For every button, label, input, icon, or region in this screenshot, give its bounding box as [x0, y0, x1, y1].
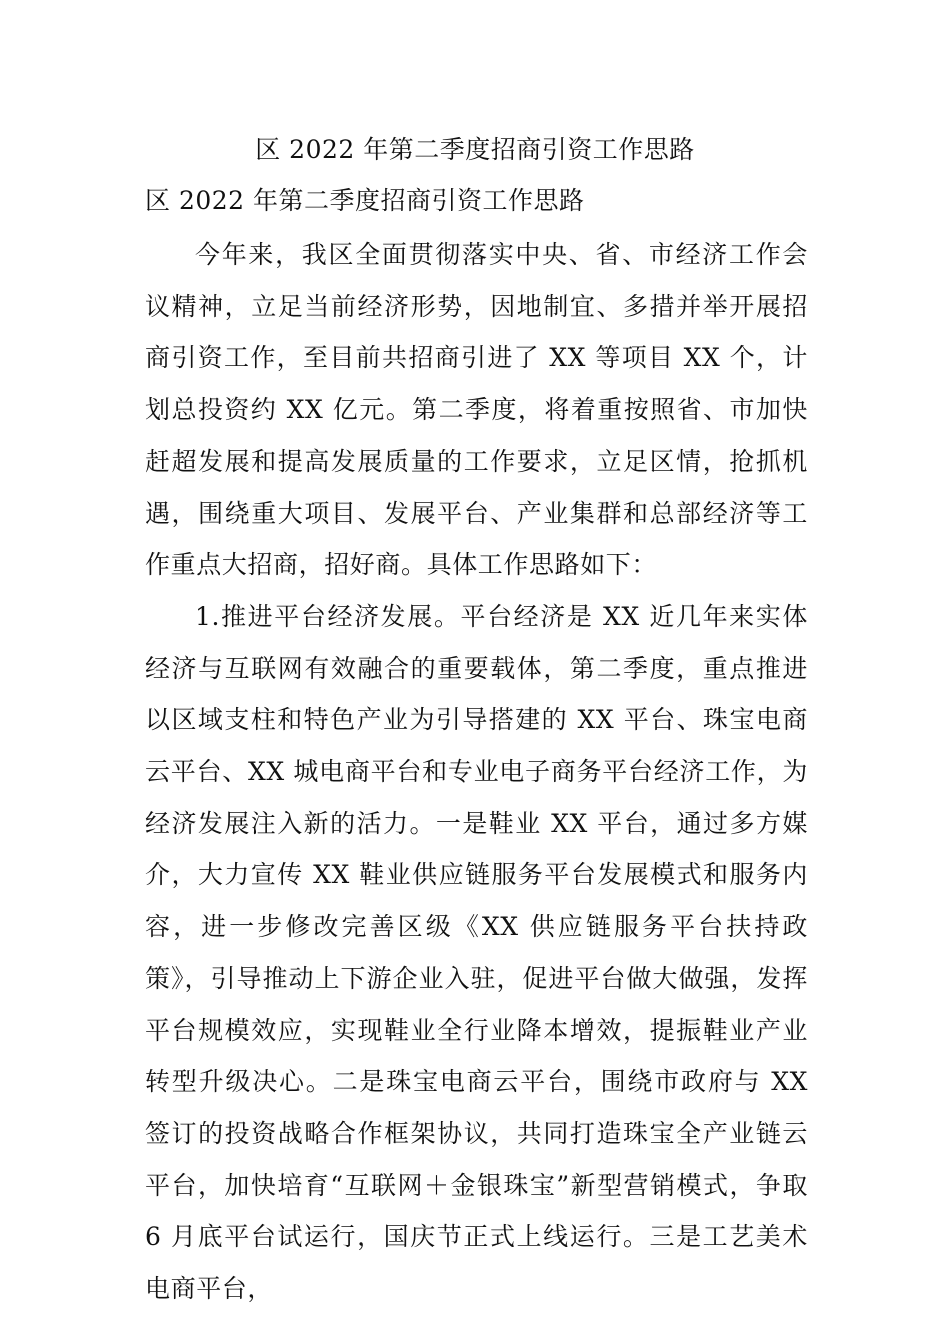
- document-body: [145, 229, 808, 1315]
- paragraph-platform-economy: 1.推进平台经济发展。平台经济是 XX 近几年来实体经济与互联网有效融合的重要载体，第二季度，重点推进以区域支柱和特色产业为引导搭建的 XX 平台、珠宝电商云平台、XX 城电商平台和专业电子商务平台经济工作，为经济发展注入新的活力。一是鞋业 XX 平台，通过多方媒介，大力宣传 XX 鞋业供应链服务平台发展模式和服务内容，进一步修改完善区级《XX 供应链服务平台扶持政策》，引导推动上下游企业入驻，促进平台做大做强，发挥平台规模效应，实现鞋业全行业降本增效，提振鞋业产业转型升级决心。二是珠宝电商云平台，围绕市政府与 XX 签订的投资战略合作框架协议，共同打造珠宝全产业链云平台，加快培育“互联网＋金银珠宝”新型营销模式，争取 6 月底平台试运行，国庆节正式上线运行。三是工艺美术电商平台，: [145, 601, 808, 1304]
- document-subtitle: 区 2022 年第二季度招商引资工作思路: [145, 186, 585, 215]
- document-title: 区 2022 年第二季度招商引资工作思路: [255, 135, 695, 164]
- paragraph-intro: 今年来，我区全面贯彻落实中央、省、市经济工作会议精神，立足当前经济形势，因地制宜、多措并举开展招商引资工作，至目前共招商引进了 XX 等项目 XX 个，计划总投资约 XX 亿元。第二季度，将着重按照省、市加快赶超发展和提高发展质量的工作要求，立足区情，抢抓机遇，围绕重大项目、发展平台、产业集群和总部经济等工作重点大招商，招好商。具体工作思路如下：: [145, 240, 808, 580]
